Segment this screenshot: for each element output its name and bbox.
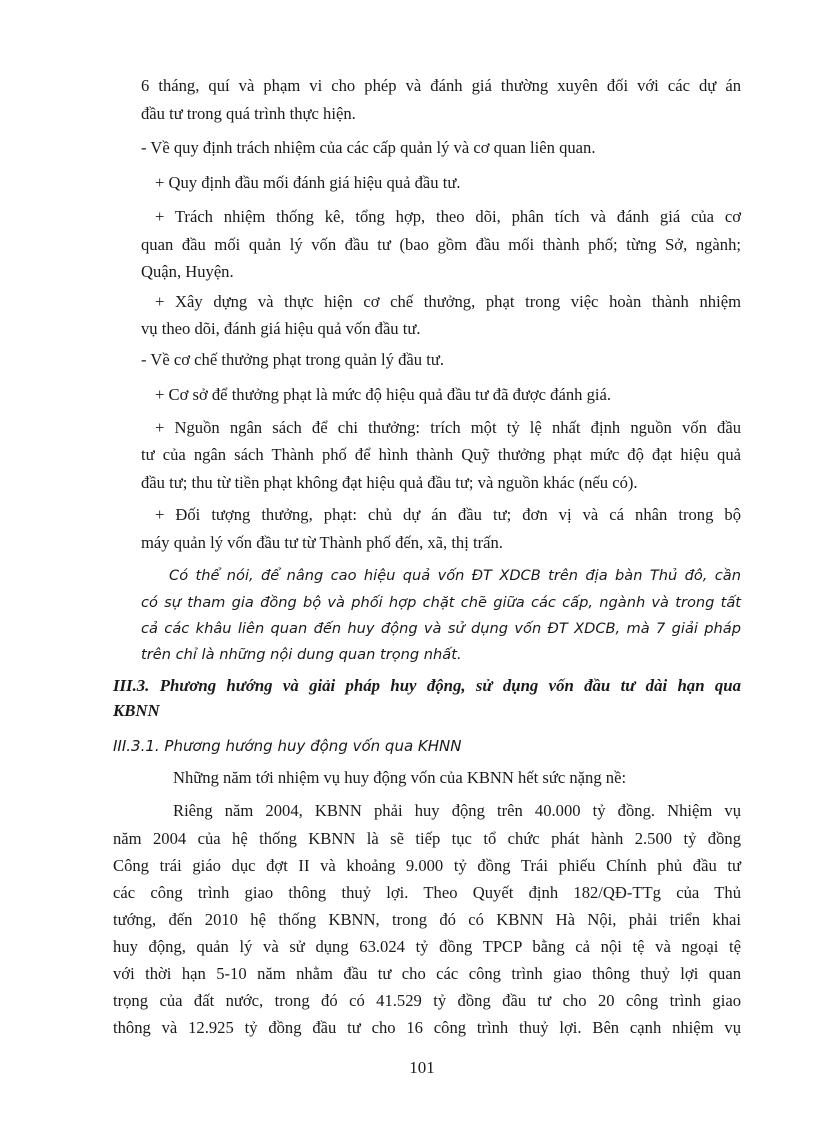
body-line: quan đầu mối quản lý vốn đầu tư (bao gồm đầu mối thành phố; từng Sở, ngành; <box>141 235 741 254</box>
body-line: + Đối tượng thưởng, phạt: chủ dự án đầu tư; đơn vị và cá nhân trong bộ <box>155 505 741 524</box>
body-line: thông và 12.925 tỷ đồng đầu tư cho 16 công trình thuỷ lợi. Bên cạnh nhiệm vụ <box>113 1018 741 1037</box>
body-line: máy quản lý vốn đầu tư từ Thành phố đến, xã, thị trấn. <box>141 533 503 552</box>
body-line: Riêng năm 2004, KBNN phải huy động trên 40.000 tỷ đồng. Nhiệm vụ <box>173 801 741 820</box>
body-line: đầu tư trong quá trình thực hiện. <box>141 104 356 123</box>
body-line: - Về cơ chế thưởng phạt trong quản lý đầu tư. <box>141 350 444 369</box>
italic-line: cả các khâu liên quan đến huy động và sử dụng vốn ĐT XDCB, mà 7 giải pháp <box>141 620 741 637</box>
section-heading: III.3. Phương hướng và giải pháp huy động, sử dụng vốn đầu tư dài hạn qua <box>113 676 741 695</box>
body-line: với thời hạn 5-10 năm nhằm đầu tư cho các công trình giao thông thuỷ lợi quan <box>113 964 741 983</box>
body-line: vụ theo dõi, đánh giá hiệu quả vốn đầu tư. <box>141 319 421 338</box>
body-line: Công trái giáo dục đợt II và khoảng 9.000 tỷ đồng Trái phiếu Chính phủ đầu tư <box>113 856 741 875</box>
body-line: + Quy định đầu mối đánh giá hiệu quả đầu tư. <box>155 173 461 192</box>
body-line: năm 2004 của hệ thống KBNN là sẽ tiếp tục tổ chức phát hành 2.500 tỷ đồng <box>113 829 741 848</box>
body-line: trọng của đất nước, trong đó có 41.529 tỷ đồng đầu tư cho 20 công trình giao <box>113 991 741 1010</box>
italic-line: trên chỉ là những nội dung quan trọng nhất. <box>141 646 462 663</box>
body-line: các công trình giao thông thuỷ lợi. Theo Quyết định 182/QĐ-TTg của Thủ <box>113 883 741 902</box>
section-heading: KBNN <box>113 701 160 720</box>
body-line: tư của ngân sách Thành phố để hình thành Quỹ thưởng phạt mức độ đạt hiệu quả <box>141 445 741 464</box>
body-line: tướng, đến 2010 hệ thống KBNN, trong đó có KBNN Hà Nội, phải triển khai <box>113 910 741 929</box>
body-line: 6 tháng, quí và phạm vi cho phép và đánh giá thường xuyên đối với các dự án <box>141 76 741 95</box>
page-number: 101 <box>409 1058 435 1077</box>
body-line: đầu tư; thu từ tiền phạt không đạt hiệu quả đầu tư; và nguồn khác (nếu có). <box>141 473 638 492</box>
body-line: + Nguồn ngân sách để chi thưởng: trích một tỷ lệ nhất định nguồn vốn đầu <box>155 418 741 437</box>
italic-line: Có thể nói, để nâng cao hiệu quả vốn ĐT XDCB trên địa bàn Thủ đô, cần <box>169 567 741 584</box>
body-line: - Về quy định trách nhiệm của các cấp quản lý và cơ quan liên quan. <box>141 138 596 157</box>
subsection-heading: III.3.1. Phương hướng huy động vốn qua KHNN <box>113 737 462 755</box>
body-line: huy động, quản lý và sử dụng 63.024 tỷ đồng TPCP bằng cả nội tệ và ngoại tệ <box>113 937 741 956</box>
body-line: + Xây dựng và thực hiện cơ chế thưởng, phạt trong việc hoàn thành nhiệm <box>155 292 741 311</box>
body-line: Những năm tới nhiệm vụ huy động vốn của KBNN hết sức nặng nề: <box>173 768 627 787</box>
body-line: + Cơ sở để thưởng phạt là mức độ hiệu quả đầu tư đã được đánh giá. <box>155 385 612 404</box>
italic-line: có sự tham gia đồng bộ và phối hợp chặt chẽ giữa các cấp, ngành và trong tất <box>141 594 741 611</box>
body-line: Quận, Huyện. <box>141 262 234 281</box>
body-line: + Trách nhiệm thống kê, tổng hợp, theo dõi, phân tích và đánh giá của cơ <box>155 207 741 226</box>
